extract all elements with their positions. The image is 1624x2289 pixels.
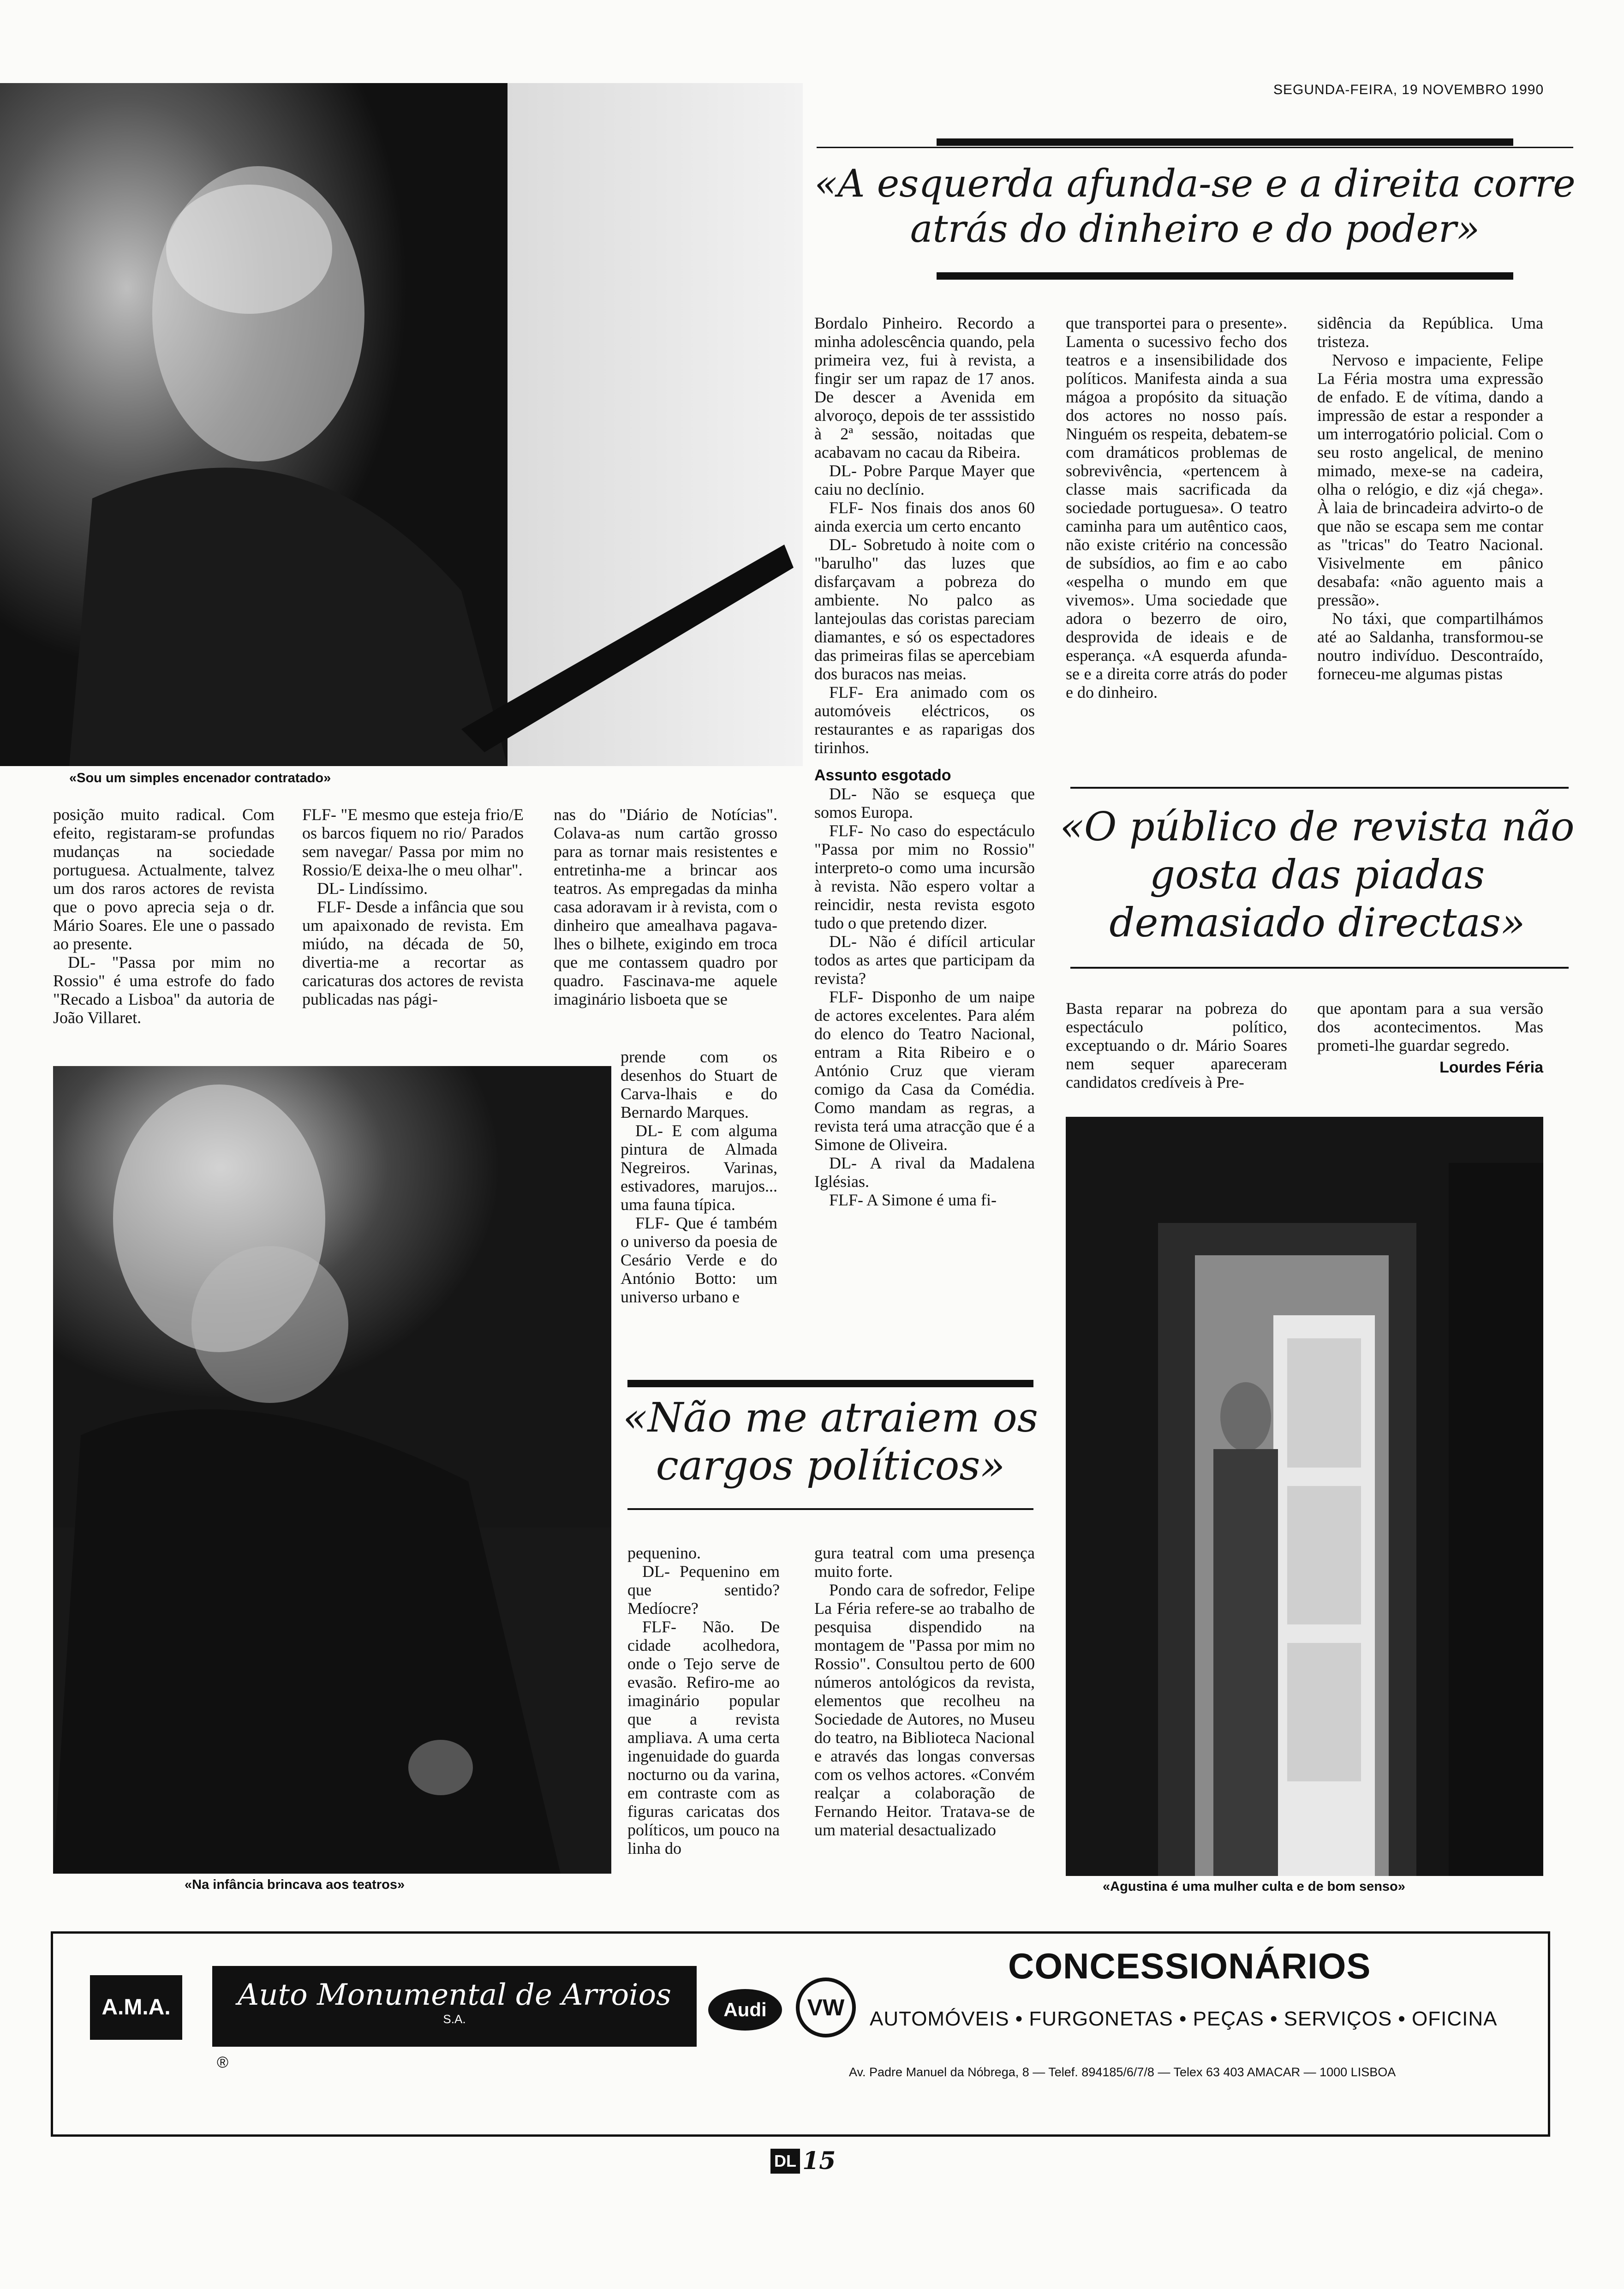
heading-rule-bottom xyxy=(937,272,1513,280)
paragraph: FLF- No caso do espectáculo "Passa por mim no Rossio" interpreto-o como uma incursão à revista. Não espero voltar a reincidir, nesta revista esgoto tudo o que pretendo dizer. xyxy=(814,821,1035,932)
ama-logo: A.M.A. xyxy=(90,1975,182,2040)
paragraph: No táxi, que compartilhámos até ao Saldanha, transformou-se noutro indivíduo. Descontraído, forneceu-me algumas pistas xyxy=(1317,609,1543,683)
paragraph: gura teatral com uma presença muito forte. xyxy=(814,1544,1035,1581)
author-byline: Lourdes Féria xyxy=(1439,1059,1543,1076)
audi-logo: Audi xyxy=(708,1989,782,2031)
paragraph: FLF- Disponho de um naipe de actores excelentes. Para além do elenco do Teatro Nacional, entram a Rita Ribeiro e o António Cruz que vieram comigo da Casa da Comédia. Como mandam as regras, a revista terá uma atracção que é a Simone de Oliveira. xyxy=(814,988,1035,1154)
heading2-rule-bottom xyxy=(1070,967,1569,969)
paragraph: que transportei para o presente». Lamenta o sucessivo fecho dos teatros e a insensibilidade dos políticos. Manifesta ainda a sua mágoa a propósito da situação dos actores no nosso país. Ninguém os respeita, debatem-se com dramáticos problemas de sobrevivência, «pertencem à classe mais sacrificada da sociedade portuguesa». O teatro caminha para um autêntico caos, não existe critério na concessão de subsídios, ao fim e ao cabo «espelha o mundo em que vivemos». Uma sociedade que adora o bezerro de oiro, desprovida de ideais e de esperança. «A esquerda afunda-se e a direita corre atrás do poder e do dinheiro. xyxy=(1066,314,1287,701)
heading3-rule-top xyxy=(627,1380,1033,1387)
paragraph: Basta reparar na pobreza do espectáculo político, exceptuando o dr. Mário Soares nem sequer apareceram candidatos credíveis à Pre- xyxy=(1066,999,1287,1091)
headline-publico-line3: demasiado directas» xyxy=(1109,900,1525,946)
paragraph: DL- Pobre Parque Mayer que caiu no declínio. xyxy=(814,461,1035,498)
ad-address: Av. Padre Manuel da Nóbrega, 8 — Telef. 894185/6/7/8 — Telex 63 403 AMACAR — 1000 LISBOA xyxy=(849,2065,1396,2079)
photo-caption-hand: «Na infância brincava aos teatros» xyxy=(185,1877,405,1892)
photo-caption-top: «Sou um simples encenador contratado» xyxy=(69,771,331,785)
paragraph: FLF- Que é também o universo da poesia de Cesário Verde e do António Botto: um universo urbano e xyxy=(621,1214,777,1306)
page-number: 15 xyxy=(802,2147,836,2175)
headline-publico-line1: «O público de revista não xyxy=(1060,804,1575,850)
paragraph: Pondo cara de sofredor, Felipe La Féria refere-se ao trabalho de pesquisa dispendido na montagem de "Passa por mim no Rossio". Consultou perto de 600 números antológicos da revista, elementos que recolheu na Sociedade de Autores, no Museu do teatro, na Biblioteca Nacional e através das longas conversas com os velhos actores. «Convém realçar a colaboração de Fernando Heitor. Tratava-se de um material desactualizado xyxy=(814,1581,1035,1839)
photo-portrait-hand xyxy=(53,1066,611,1874)
vw-logo: VW xyxy=(796,1977,856,2037)
ad-company-name: Auto Monumental de Arroios xyxy=(238,1978,671,2012)
photo-caption-doorway: «Agustina é uma mulher culta e de bom senso» xyxy=(1103,1879,1405,1894)
paragraph: FLF- Não. De cidade acolhedora, onde o Tejo serve de evasão. Refiro-me ao imaginário popular que a revista ampliava. A uma certa ingenuidade do guarda nocturno ou da varina, em contraste com as figuras caricatas dos políticos, um pouco na linha do xyxy=(627,1618,780,1858)
paragraph: FLF- A Simone é uma fi- xyxy=(829,1191,997,1209)
column-c1 xyxy=(1066,999,1287,1091)
column-b1 xyxy=(53,805,275,1027)
advertisement-box xyxy=(51,1931,1550,2137)
paragraph: DL- Não é difícil articular todos as artes que participam da revista? xyxy=(814,932,1035,988)
photo-portrait-top xyxy=(0,83,803,766)
paragraph: FLF- "E mesmo que esteja frio/E os barcos fiquem no rio/ Parados sem navegar/ Passa por mim no Rossio/E deixa-lhe o meu olhar". xyxy=(302,805,524,879)
ad-title: CONCESSIONÁRIOS xyxy=(1008,1946,1371,1986)
column-a2 xyxy=(1066,314,1287,701)
column-d1 xyxy=(627,1544,780,1858)
column-b2 xyxy=(302,805,524,1008)
headline-cargos-line1: «Não me atraiem os xyxy=(623,1394,1038,1441)
paragraph: Nervoso e impaciente, Felipe La Féria mostra uma expressão de enfado. E de vítima, dando a impressão de estar a responder a um interrogatório policial. Com o seu rosto angelical, de menino mimado, mexe-se na cadeira, olha o relógio, e diz «já chega». À laia de brincadeira advirto-o de que não se escapa sem me contar as "tricas" do Teatro Nacional. Visivelmente em pânico desabafa: «não aguento mais a pressão». xyxy=(1317,351,1543,609)
headline-publico xyxy=(1052,803,1582,947)
paragraph: FLF- Desde a infância que sou um apaixonado de revista. Em miúdo, na década de 50, divertia-me a recortar as caricaturas dos actores de revista publicadas nas pági- xyxy=(302,898,524,1008)
ad-company-sa: S.A. xyxy=(443,2012,466,2026)
heading-rule-top xyxy=(937,138,1513,146)
paragraph: posição muito radical. Com efeito, registaram-se profundas mudanças na sociedade portuguesa. Actualmente, talvez um dos raros actores de revista que o povo aprecia seja o dr. Mário Soares. Ele une o passado ao presente. xyxy=(53,805,275,953)
paragraph: sidência da República. Uma tristeza. xyxy=(1317,314,1543,351)
paragraph: DL- A rival da Madalena Iglésias. xyxy=(814,1154,1035,1191)
headline-esquerda-line1: «A esquerda afunda-se e a direita corre xyxy=(814,162,1576,206)
paragraph: DL- Lindíssimo. xyxy=(317,879,428,898)
paragraph: DL- Não se esqueça que somos Europa. xyxy=(814,785,1035,821)
photo-doorway-image xyxy=(1066,1117,1543,1876)
paragraph: Bordalo Pinheiro. Recordo a minha adolescência quando, pela primeira vez, fui à revista, a fingir ser um rapaz de 17 anos. De descer a Avenida em alvoroço, depois de ter asssistido à 2ª sessão, noitadas que acabavam no cacau da Ribeira. xyxy=(814,314,1035,461)
headline-esquerda xyxy=(803,162,1587,252)
headline-publico-line2: gosta das piadas xyxy=(1149,852,1485,898)
heading3-rule-bottom xyxy=(627,1508,1033,1510)
column-b3-narrow xyxy=(621,1048,777,1306)
dl-logo: DL xyxy=(770,2149,800,2174)
paragraph: DL- Pequenino em que sentido? Medíocre? xyxy=(627,1562,780,1618)
page-footer xyxy=(770,2147,836,2175)
paragraph: DL- Sobretudo à noite com o "barulho" das luzes que disfarçavam a pobreza do ambiente. No palco as lantejoulas das coristas pareciam diamantes, e só os espectadores das primeiras filas se apercebiam dos buracos nas meias. xyxy=(814,535,1035,683)
photo-portrait-top-image xyxy=(0,83,803,766)
heading-rule-thin xyxy=(817,147,1573,148)
photo-doorway xyxy=(1066,1117,1543,1876)
paragraph: DL- E com alguma pintura de Almada Negreiros. Varinas, estivadores, marujos... uma fauna típica. xyxy=(621,1121,777,1214)
column-d2 xyxy=(814,1544,1035,1839)
heading2-rule-top xyxy=(1070,787,1569,789)
paragraph: prende com os desenhos do Stuart de Carva-lhais e do Bernardo Marques. xyxy=(621,1048,777,1121)
column-a3 xyxy=(1317,314,1543,683)
column-c2 xyxy=(1317,999,1543,1077)
ad-services: AUTOMÓVEIS • FURGONETAS • PEÇAS • SERVIÇOS • OFICINA xyxy=(870,2007,1498,2030)
paragraph: pequenino. xyxy=(627,1544,701,1562)
column-b3 xyxy=(554,805,777,1008)
paragraph: que apontam para a sua versão dos acontecimentos. Mas prometi-lhe guardar segredo. xyxy=(1317,999,1543,1055)
headline-cargos-line2: cargos políticos» xyxy=(656,1442,1005,1489)
issue-date: SEGUNDA-FEIRA, 19 NOVEMBRO 1990 xyxy=(1273,82,1544,97)
ad-name-banner xyxy=(212,1966,697,2047)
paragraph: nas do "Diário de Notícias". Colava-as num cartão grosso para as tornar mais resistentes e entretinha-me a brincar aos teatros. As empregadas da minha casa adoravam ir à revista, com o dinheiro que amealhava pagava-lhes o bilhete, exigindo em troca que me contassem quadro por quadro. Fascinava-me aquele imaginário lisboeta que se xyxy=(554,805,777,1008)
paragraph: DL- "Passa por mim no Rossio" é uma estrofe do fado "Recado a Lisboa" da autoria de João Villaret. xyxy=(53,953,275,1027)
headline-cargos xyxy=(614,1394,1047,1490)
paragraph: FLF- Nos finais dos anos 60 ainda exercia um certo encanto xyxy=(814,498,1035,535)
paragraph: FLF- Era animado com os automóveis eléctricos, os restaurantes e as raparigas dos tirinhos. xyxy=(814,683,1035,757)
photo-portrait-hand-image xyxy=(53,1066,611,1874)
subheading-assunto-esgotado: Assunto esgotado xyxy=(814,767,951,784)
headline-esquerda-line2: atrás do dinheiro e do poder» xyxy=(910,207,1480,251)
column-a1 xyxy=(814,314,1035,1209)
registered-mark: ® xyxy=(217,2054,229,2071)
